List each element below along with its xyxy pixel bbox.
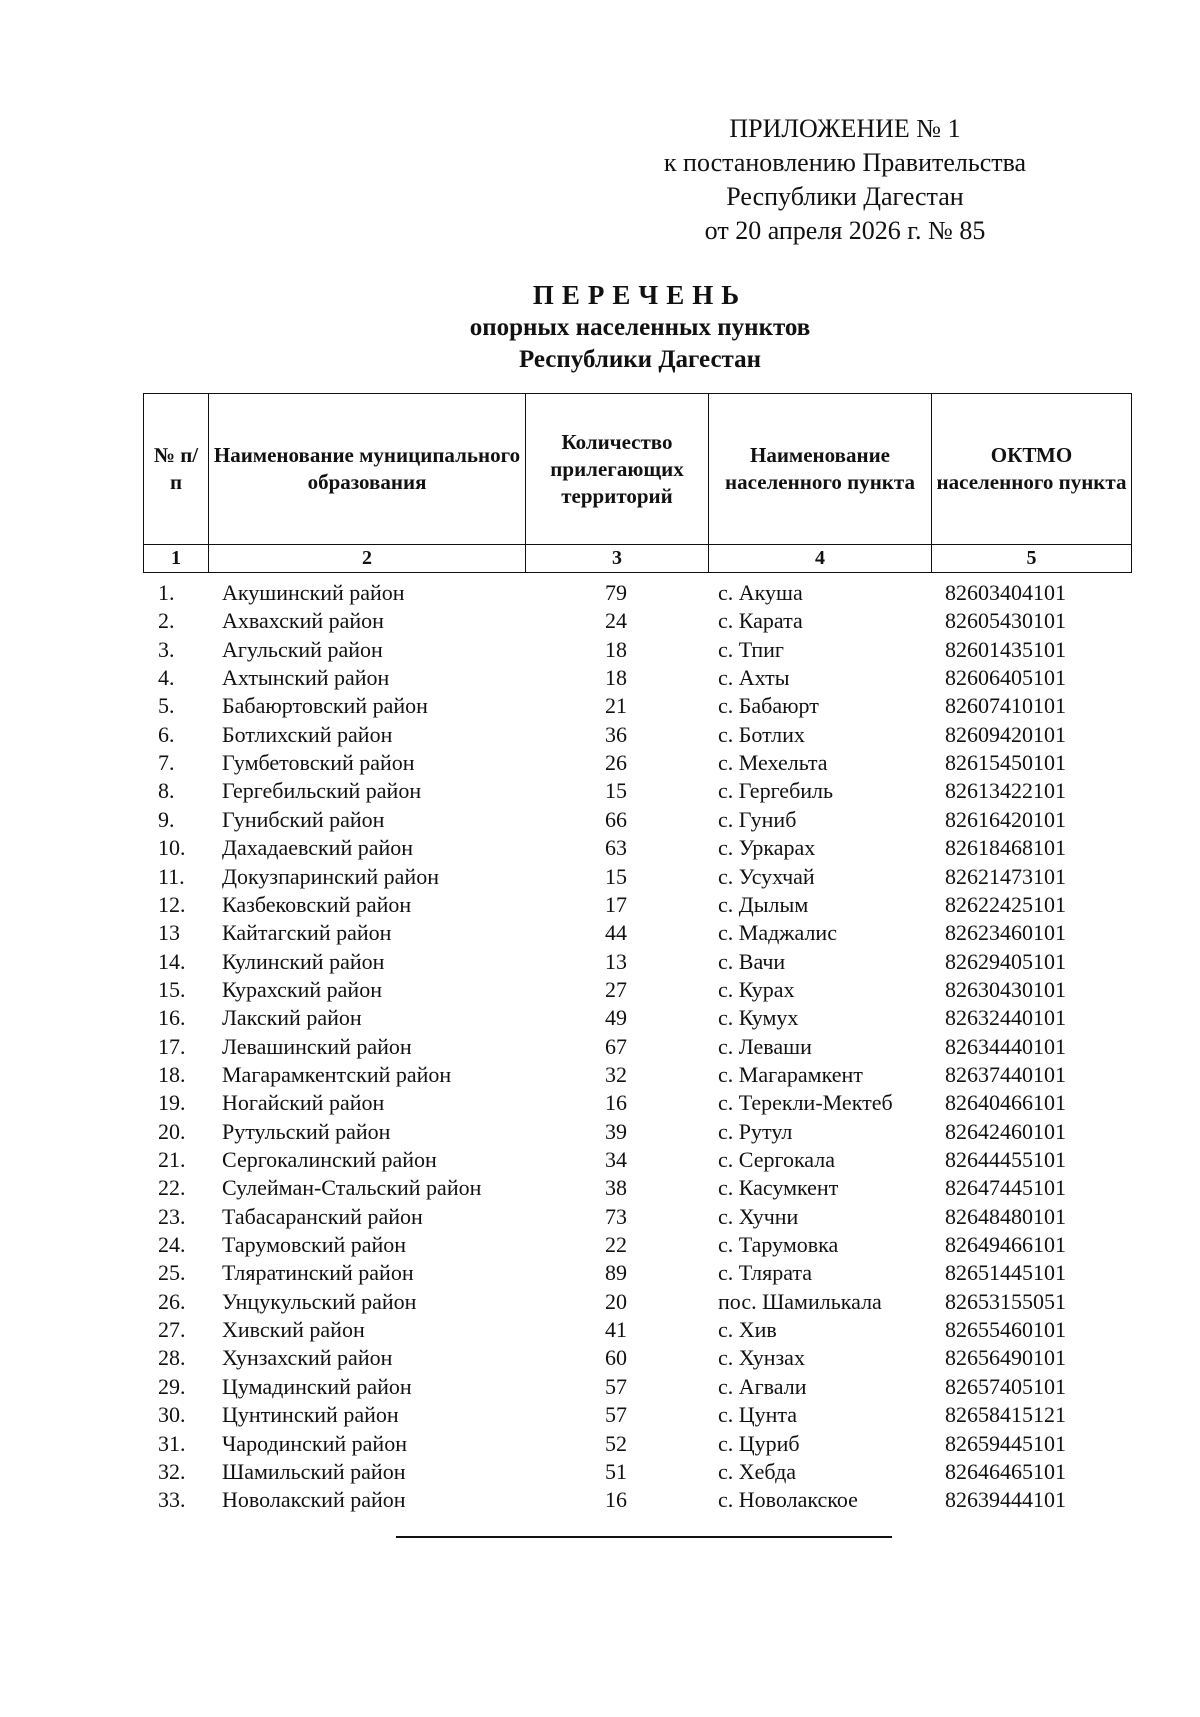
- table-row: [0, 892, 1200, 920]
- oktmo-code: 82615450101: [945, 750, 1066, 776]
- municipality-name: Агульский район: [222, 636, 383, 662]
- column-number: 3: [526, 545, 709, 573]
- oktmo-code: 82656490101: [945, 1345, 1066, 1371]
- adjacent-territories-count: 34: [605, 1147, 627, 1172]
- row-number: 14.: [158, 948, 186, 974]
- table-row: [0, 1459, 1200, 1487]
- oktmo-code: 82622425101: [945, 891, 1066, 917]
- settlement-name: с. Мехельта: [718, 750, 828, 776]
- municipality-name: Ботлихский район: [222, 721, 393, 747]
- oktmo-code: 82648480101: [945, 1203, 1066, 1229]
- settlement-name: с. Хучни: [718, 1203, 799, 1229]
- settlement-name: с. Леваши: [718, 1033, 812, 1059]
- row-number: 7.: [158, 750, 175, 776]
- table-row: [0, 835, 1200, 863]
- row-number: 11.: [158, 863, 185, 889]
- row-number: 2.: [158, 608, 175, 634]
- adjacent-territories-count: 51: [605, 1458, 627, 1484]
- settlement-name: с. Кумух: [718, 1005, 799, 1031]
- row-number: 9.: [158, 806, 175, 832]
- settlement-name: с. Карата: [718, 608, 803, 634]
- oktmo-code: 82642460101: [945, 1118, 1066, 1144]
- table-row: [0, 637, 1200, 665]
- row-number: 6.: [158, 721, 175, 747]
- municipality-name: Тарумовский район: [222, 1232, 407, 1258]
- row-number: 33.: [158, 1487, 186, 1513]
- row-number: 20.: [158, 1118, 186, 1144]
- oktmo-code: 82658415121: [945, 1402, 1066, 1428]
- adjacent-territories-count: 24: [605, 608, 627, 634]
- settlement-name: с. Агвали: [718, 1373, 807, 1399]
- title-subtitle: опорных населенных пунктов: [469, 314, 811, 341]
- column-number: 5: [932, 545, 1132, 573]
- oktmo-code: 82659445101: [945, 1430, 1066, 1456]
- oktmo-code: 82637440101: [945, 1061, 1066, 1087]
- municipality-name: Гунибский район: [222, 806, 385, 832]
- table-row: [0, 1034, 1200, 1062]
- table-row: [0, 1175, 1200, 1203]
- row-number: 12.: [158, 891, 186, 917]
- oktmo-code: 82630430101: [945, 976, 1066, 1002]
- table-row: [0, 778, 1200, 806]
- oktmo-code: 82609420101: [945, 721, 1066, 747]
- table-row: [0, 1005, 1200, 1033]
- oktmo-code: 82601435101: [945, 636, 1066, 662]
- header-oktmo: ОКТМО населенного пункта: [932, 394, 1132, 545]
- settlement-name: пос. Шамилькала: [718, 1288, 882, 1314]
- adjacent-territories-count: 49: [605, 1005, 627, 1031]
- table-row: [0, 722, 1200, 750]
- document-title: [380, 278, 900, 376]
- header-count: Количество прилегающих территорий: [526, 394, 709, 545]
- table-row: [0, 807, 1200, 835]
- appendix-date-line: от 20 апреля 2026 г. № 85: [704, 216, 986, 245]
- row-number: 19.: [158, 1090, 186, 1116]
- oktmo-code: 82640466101: [945, 1090, 1066, 1116]
- column-number: 4: [709, 545, 932, 573]
- municipality-name: Хунзахский район: [222, 1345, 393, 1371]
- settlement-name: с. Гергебиль: [718, 778, 834, 804]
- municipality-name: Кулинский район: [222, 948, 385, 974]
- municipality-name: Унцукульский район: [222, 1288, 417, 1314]
- adjacent-territories-count: 27: [605, 976, 627, 1002]
- row-number: 13: [158, 920, 180, 946]
- oktmo-code: 82639444101: [945, 1487, 1066, 1513]
- column-number: 1: [144, 545, 209, 573]
- appendix-block: [610, 112, 1080, 248]
- adjacent-territories-count: 66: [605, 806, 627, 832]
- end-divider: [396, 1536, 892, 1538]
- oktmo-code: 82653155051: [945, 1288, 1066, 1314]
- settlement-name: с. Терекли-Мектеб: [718, 1090, 893, 1116]
- municipality-name: Ахтынский район: [222, 665, 390, 691]
- adjacent-territories-count: 15: [605, 863, 627, 889]
- settlement-name: с. Акуша: [718, 580, 803, 605]
- table-row: [0, 1090, 1200, 1118]
- adjacent-territories-count: 15: [605, 778, 627, 804]
- oktmo-code: 82616420101: [945, 806, 1066, 832]
- adjacent-territories-count: 44: [605, 920, 627, 946]
- adjacent-territories-count: 73: [605, 1203, 627, 1229]
- table-row: [0, 1232, 1200, 1260]
- appendix-ref-line: Республики Дагестан: [726, 182, 964, 211]
- adjacent-territories-count: 67: [605, 1033, 627, 1059]
- oktmo-code: 82607410101: [945, 693, 1066, 719]
- adjacent-territories-count: 63: [605, 835, 627, 861]
- adjacent-territories-count: 57: [605, 1373, 627, 1399]
- row-number: 25.: [158, 1260, 186, 1286]
- table-row: [0, 1374, 1200, 1402]
- table-row: [0, 949, 1200, 977]
- row-number: 17.: [158, 1033, 186, 1059]
- settlement-name: с. Тлярата: [718, 1260, 813, 1286]
- municipality-name: Хивский район: [222, 1317, 365, 1343]
- table-row: [0, 1062, 1200, 1090]
- table-row: [0, 1147, 1200, 1175]
- oktmo-code: 82605430101: [945, 608, 1066, 634]
- municipality-name: Тляратинский район: [222, 1260, 414, 1286]
- table-row: [0, 977, 1200, 1005]
- oktmo-code: 82603404101: [945, 580, 1066, 605]
- oktmo-code: 82649466101: [945, 1232, 1066, 1258]
- municipality-name: Рутульский район: [222, 1118, 391, 1144]
- municipality-name: Гергебильский район: [222, 778, 422, 804]
- settlement-name: с. Рутул: [718, 1118, 793, 1144]
- oktmo-code: 82623460101: [945, 920, 1066, 946]
- adjacent-territories-count: 21: [605, 693, 627, 719]
- oktmo-code: 82644455101: [945, 1147, 1066, 1172]
- municipality-name: Цунтинский район: [222, 1402, 399, 1428]
- adjacent-territories-count: 57: [605, 1402, 627, 1428]
- adjacent-territories-count: 60: [605, 1345, 627, 1371]
- title-main: ПЕРЕЧЕНЬ: [532, 280, 748, 310]
- oktmo-code: 82651445101: [945, 1260, 1066, 1286]
- oktmo-code: 82613422101: [945, 778, 1066, 804]
- row-number: 4.: [158, 665, 175, 691]
- table-row: [0, 750, 1200, 778]
- municipality-name: Ногайский район: [222, 1090, 385, 1116]
- settlement-name: с. Касумкент: [718, 1175, 839, 1201]
- title-subtitle: Республики Дагестан: [518, 346, 762, 373]
- table-row: [0, 1345, 1200, 1373]
- settlement-name: с. Гуниб: [718, 806, 797, 832]
- appendix-title: ПРИЛОЖЕНИЕ № 1: [729, 114, 961, 143]
- header-settlement: Наименование населенного пункта: [709, 394, 932, 545]
- row-number: 18.: [158, 1061, 186, 1087]
- settlement-name: с. Хив: [718, 1317, 777, 1343]
- row-number: 22.: [158, 1175, 186, 1201]
- settlement-name: с. Цуриб: [718, 1430, 800, 1456]
- adjacent-territories-count: 18: [605, 665, 627, 691]
- settlement-name: с. Хебда: [718, 1458, 797, 1484]
- table-row: [0, 1204, 1200, 1232]
- adjacent-territories-count: 13: [605, 948, 627, 974]
- column-number: 2: [209, 545, 526, 573]
- row-number: 8.: [158, 778, 175, 804]
- oktmo-code: 82606405101: [945, 665, 1066, 691]
- municipality-name: Курахский район: [222, 976, 382, 1002]
- table-row: [0, 1260, 1200, 1288]
- municipality-name: Новолакский район: [222, 1487, 406, 1513]
- table-row: [0, 608, 1200, 636]
- municipality-name: Бабаюртовский район: [222, 693, 428, 719]
- row-number: 27.: [158, 1317, 186, 1343]
- settlement-name: с. Дылым: [718, 891, 809, 917]
- row-number: 31.: [158, 1430, 186, 1456]
- settlement-name: с. Новолакское: [718, 1487, 858, 1513]
- settlement-name: с. Маджалис: [718, 920, 837, 946]
- table-row: [0, 693, 1200, 721]
- municipality-name: Магарамкентский район: [222, 1061, 452, 1087]
- municipality-name: Чародинский район: [222, 1430, 407, 1456]
- adjacent-territories-count: 41: [605, 1317, 627, 1343]
- table-row: [0, 1317, 1200, 1345]
- adjacent-territories-count: 20: [605, 1288, 627, 1314]
- settlement-name: с. Хунзах: [718, 1345, 805, 1371]
- settlement-name: с. Сергокала: [718, 1147, 836, 1172]
- municipality-name: Сергокалинский район: [222, 1147, 437, 1172]
- oktmo-code: 82629405101: [945, 948, 1066, 974]
- table-header: [143, 393, 1132, 573]
- settlement-name: с. Вачи: [718, 948, 786, 974]
- row-number: 3.: [158, 636, 175, 662]
- adjacent-territories-count: 39: [605, 1118, 627, 1144]
- municipality-name: Ахвахский район: [222, 608, 384, 634]
- table-row: [0, 1487, 1200, 1515]
- municipality-name: Сулейман-Стальский район: [222, 1175, 482, 1201]
- municipality-name: Акушинский район: [222, 580, 405, 605]
- appendix-ref-line: к постановлению Правительства: [663, 148, 1027, 177]
- oktmo-code: 82632440101: [945, 1005, 1066, 1031]
- settlement-name: с. Курах: [718, 976, 795, 1002]
- municipality-name: Гумбетовский район: [222, 750, 415, 776]
- row-number: 28.: [158, 1345, 186, 1371]
- table-row: [0, 665, 1200, 693]
- row-number: 15.: [158, 976, 186, 1002]
- settlement-name: с. Усухчай: [718, 863, 815, 889]
- header-municipality: Наименование муниципального образования: [209, 394, 526, 545]
- row-number: 29.: [158, 1373, 186, 1399]
- settlement-name: с. Ботлих: [718, 721, 805, 747]
- table-row: [0, 1289, 1200, 1317]
- adjacent-territories-count: 17: [605, 891, 627, 917]
- adjacent-territories-count: 18: [605, 636, 627, 662]
- row-number: 16.: [158, 1005, 186, 1031]
- municipality-name: Левашинский район: [222, 1033, 412, 1059]
- table-row: [0, 1402, 1200, 1430]
- row-number: 32.: [158, 1458, 186, 1484]
- table-row: [0, 580, 1200, 608]
- adjacent-territories-count: 89: [605, 1260, 627, 1286]
- settlement-name: с. Магарамкент: [718, 1061, 863, 1087]
- adjacent-territories-count: 38: [605, 1175, 627, 1201]
- adjacent-territories-count: 36: [605, 721, 627, 747]
- adjacent-territories-count: 26: [605, 750, 627, 776]
- municipality-name: Дахадаевский район: [222, 835, 414, 861]
- adjacent-territories-count: 22: [605, 1232, 627, 1258]
- oktmo-code: 82657405101: [945, 1373, 1066, 1399]
- oktmo-code: 82655460101: [945, 1317, 1066, 1343]
- municipality-name: Табасаранский район: [222, 1203, 423, 1229]
- table-row: [0, 1431, 1200, 1459]
- municipality-name: Лакский район: [222, 1005, 362, 1031]
- oktmo-code: 82618468101: [945, 835, 1066, 861]
- row-number: 10.: [158, 835, 186, 861]
- oktmo-code: 82634440101: [945, 1033, 1066, 1059]
- adjacent-territories-count: 16: [605, 1487, 627, 1513]
- oktmo-code: 82646465101: [945, 1458, 1066, 1484]
- row-number: 5.: [158, 693, 175, 719]
- header-number: № п/п: [144, 394, 209, 545]
- settlement-name: с. Уркарах: [718, 835, 816, 861]
- adjacent-territories-count: 52: [605, 1430, 627, 1456]
- municipality-name: Докузпаринский район: [222, 863, 439, 889]
- municipality-name: Кайтагский район: [222, 920, 392, 946]
- settlement-name: с. Цунта: [718, 1402, 798, 1428]
- adjacent-territories-count: 32: [605, 1061, 627, 1087]
- row-number: 21.: [158, 1147, 186, 1172]
- table-row: [0, 864, 1200, 892]
- municipality-name: Шамильский район: [222, 1458, 406, 1484]
- settlement-name: с. Тпиг: [718, 636, 784, 662]
- settlement-name: с. Тарумовка: [718, 1232, 839, 1258]
- row-number: 1.: [158, 580, 175, 605]
- municipality-name: Казбековский район: [222, 891, 412, 917]
- oktmo-code: 82621473101: [945, 863, 1066, 889]
- row-number: 24.: [158, 1232, 186, 1258]
- row-number: 26.: [158, 1288, 186, 1314]
- settlement-name: с. Ахты: [718, 665, 790, 691]
- adjacent-territories-count: 16: [605, 1090, 627, 1116]
- row-number: 30.: [158, 1402, 186, 1428]
- municipality-name: Цумадинский район: [222, 1373, 412, 1399]
- table-row: [0, 920, 1200, 948]
- oktmo-code: 82647445101: [945, 1175, 1066, 1201]
- adjacent-territories-count: 79: [605, 580, 627, 605]
- row-number: 23.: [158, 1203, 186, 1229]
- table-row: [0, 1119, 1200, 1147]
- settlement-name: с. Бабаюрт: [718, 693, 819, 719]
